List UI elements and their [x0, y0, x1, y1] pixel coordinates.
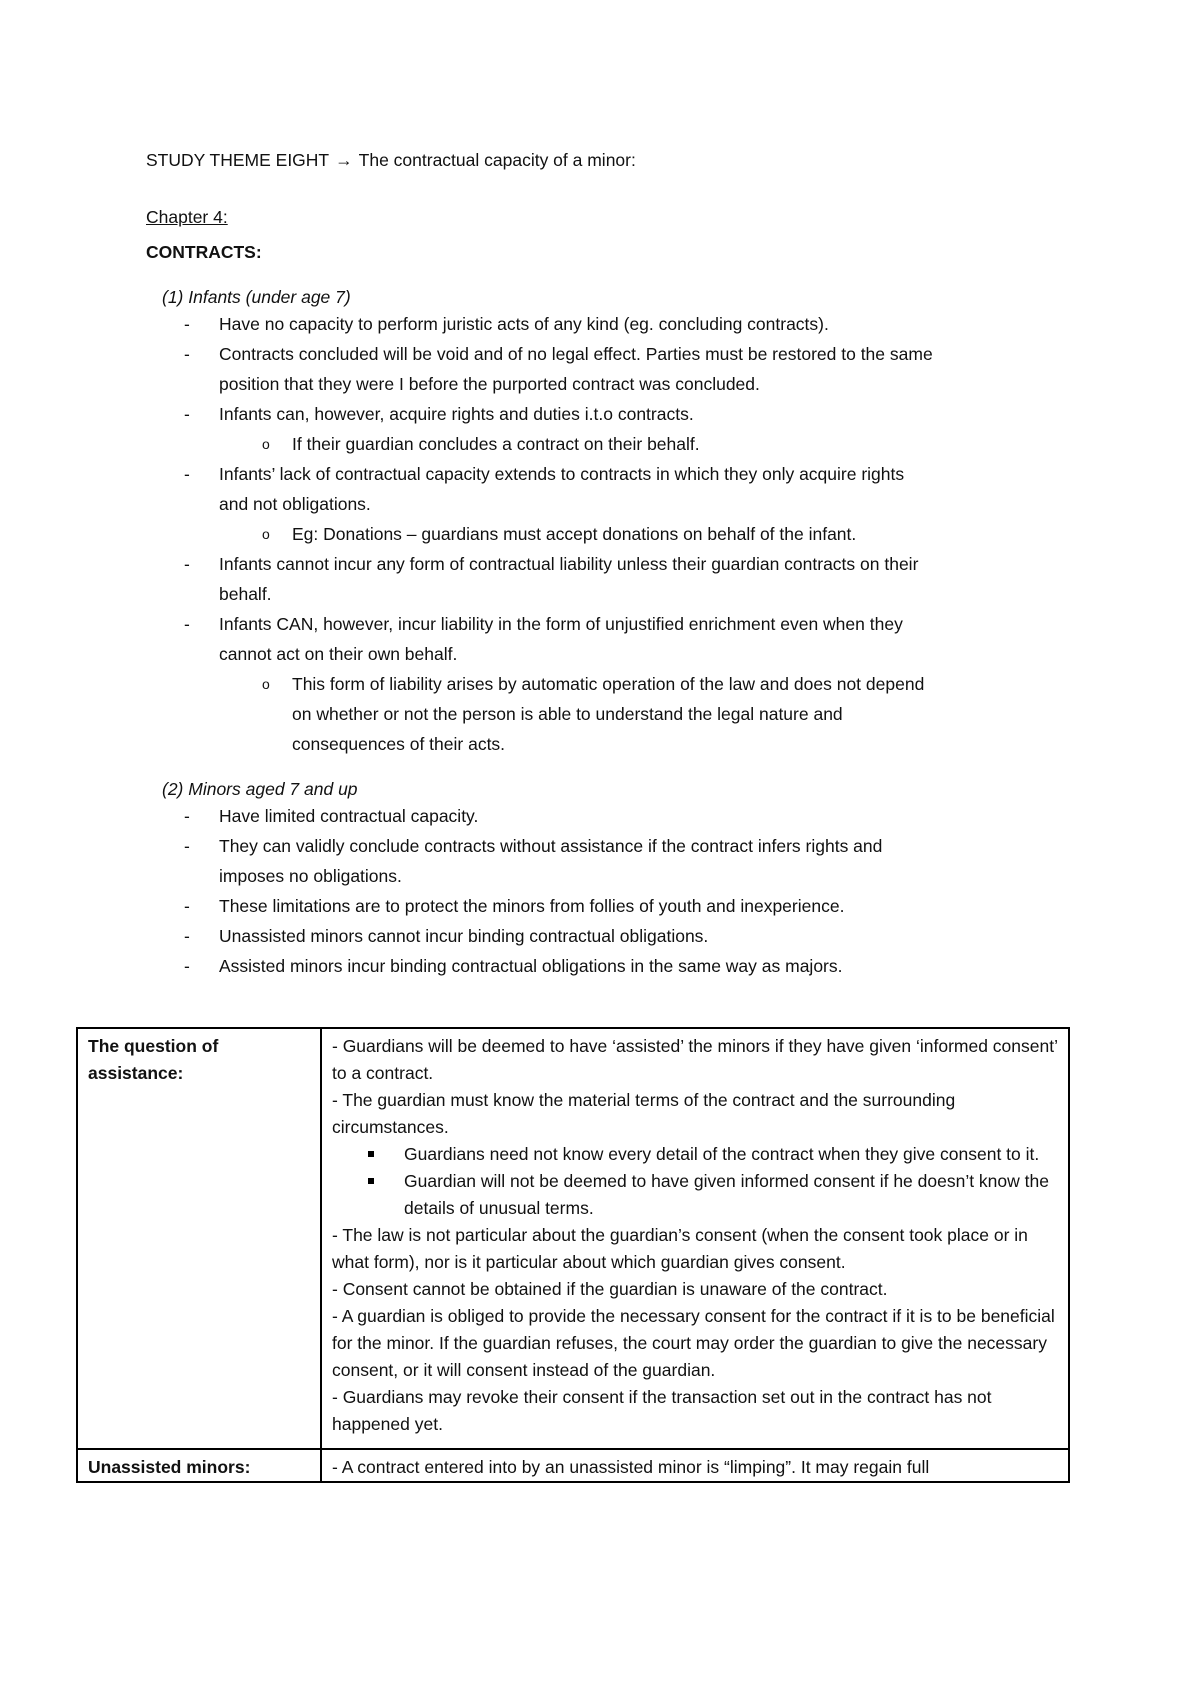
table-paragraph: - A contract entered into by an unassisted minor is “limping”. It may regain full: [332, 1457, 930, 1477]
bullet-line: Assisted minors incur binding contractual obligations in the same way as majors.: [219, 956, 843, 976]
table-paragraph: - The guardian must know the material terms of the contract and the surrounding circumstances.: [332, 1090, 956, 1137]
sub-bullet-continuation: on whether or not the person is able to understand the legal nature and: [292, 704, 843, 724]
right-arrow-icon: →: [335, 150, 353, 170]
sub-bullet-marker: o: [262, 526, 270, 542]
dash-marker: -: [184, 344, 190, 364]
table-row-content: [321, 1449, 1069, 1482]
title-prefix: STUDY THEME EIGHT: [146, 150, 330, 170]
section-heading: (2) Minors aged 7 and up: [162, 779, 358, 799]
table-row-content: [321, 1028, 1069, 1449]
bullet-line: Infants’ lack of contractual capacity extends to contracts in which they only acquire rights: [219, 464, 905, 484]
dash-marker: -: [184, 404, 190, 424]
sub-bullet-marker: o: [262, 436, 270, 452]
table-paragraph: - The law is not particular about the guardian’s consent (when the consent took place or in what form), nor is it particular about which guardian gives consent.: [332, 1225, 1028, 1272]
dash-marker: -: [184, 806, 190, 826]
dash-marker: -: [184, 464, 190, 484]
sub-bullet-continuation: consequences of their acts.: [292, 734, 506, 754]
title-suffix: The contractual capacity of a minor:: [358, 150, 636, 170]
bullet-line: These limitations are to protect the minors from follies of youth and inexperience.: [219, 896, 845, 916]
dash-marker: -: [184, 926, 190, 946]
bullet-line: Infants can, however, acquire rights and duties i.t.o contracts.: [219, 404, 694, 424]
bullet-line: Have no capacity to perform juristic acts of any kind (eg. concluding contracts).: [219, 314, 829, 334]
bullet-line: Infants CAN, however, incur liability in the form of unjustified enrichment even when they: [219, 614, 903, 634]
table-paragraph: - Guardians will be deemed to have ‘assisted’ the minors if they have given ‘informed consent’ to a contract.: [332, 1036, 1058, 1083]
dash-marker: -: [184, 614, 190, 634]
assistance-table: [76, 1027, 1070, 1483]
table-row-label: The question of assistance:: [77, 1028, 321, 1449]
square-bullet-text: Guardians need not know every detail of the contract when they give consent to it.: [404, 1144, 1040, 1164]
sub-bullet-line: If their guardian concludes a contract on their behalf.: [292, 434, 700, 454]
bullet-continuation: and not obligations.: [219, 494, 371, 514]
sub-bullet-line: This form of liability arises by automatic operation of the law and does not depend: [292, 674, 925, 694]
bullet-line: Contracts concluded will be void and of no legal effect. Parties must be restored to the same: [219, 344, 933, 364]
bullet-continuation: position that they were I before the purported contract was concluded.: [219, 374, 760, 394]
square-bullet-item: [332, 1168, 1058, 1222]
table-row: [77, 1449, 1069, 1482]
table-paragraph: - A guardian is obliged to provide the necessary consent for the contract if it is to be beneficial for the minor. If the guardian refuses, the court may order the guardian to give the necessary consent, or it will consent instead of the guardian.: [332, 1306, 1055, 1380]
bullet-line: They can validly conclude contracts without assistance if the contract infers rights and: [219, 836, 883, 856]
sub-bullet-marker: o: [262, 676, 270, 692]
dash-marker: -: [184, 896, 190, 916]
bullet-continuation: cannot act on their own behalf.: [219, 644, 458, 664]
dash-marker: -: [184, 956, 190, 976]
bullet-line: Have limited contractual capacity.: [219, 806, 479, 826]
square-bullet-icon: [368, 1151, 374, 1157]
dash-marker: -: [184, 554, 190, 574]
section-heading: (1) Infants (under age 7): [162, 287, 351, 307]
study-theme-title: [146, 148, 1066, 172]
table-paragraph: - Consent cannot be obtained if the guardian is unaware of the contract.: [332, 1279, 888, 1299]
square-bullet-item: [332, 1141, 1058, 1168]
dash-marker: -: [184, 314, 190, 334]
bullet-continuation: behalf.: [219, 584, 272, 604]
table-paragraph: - Guardians may revoke their consent if the transaction set out in the contract has not happened yet.: [332, 1387, 992, 1434]
contracts-heading: CONTRACTS:: [146, 242, 262, 262]
sub-bullet-line: Eg: Donations – guardians must accept donations on behalf of the infant.: [292, 524, 857, 544]
bullet-line: Infants cannot incur any form of contractual liability unless their guardian contracts on their: [219, 554, 919, 574]
dash-marker: -: [184, 836, 190, 856]
bullet-continuation: imposes no obligations.: [219, 866, 402, 886]
chapter-heading: Chapter 4:: [146, 207, 228, 227]
square-bullet-text: Guardian will not be deemed to have given informed consent if he doesn’t know the details of unusual terms.: [404, 1171, 1049, 1218]
table-row: [77, 1028, 1069, 1449]
bullet-line: Unassisted minors cannot incur binding contractual obligations.: [219, 926, 709, 946]
table-row-label: Unassisted minors:: [77, 1449, 321, 1482]
square-bullet-icon: [368, 1178, 374, 1184]
